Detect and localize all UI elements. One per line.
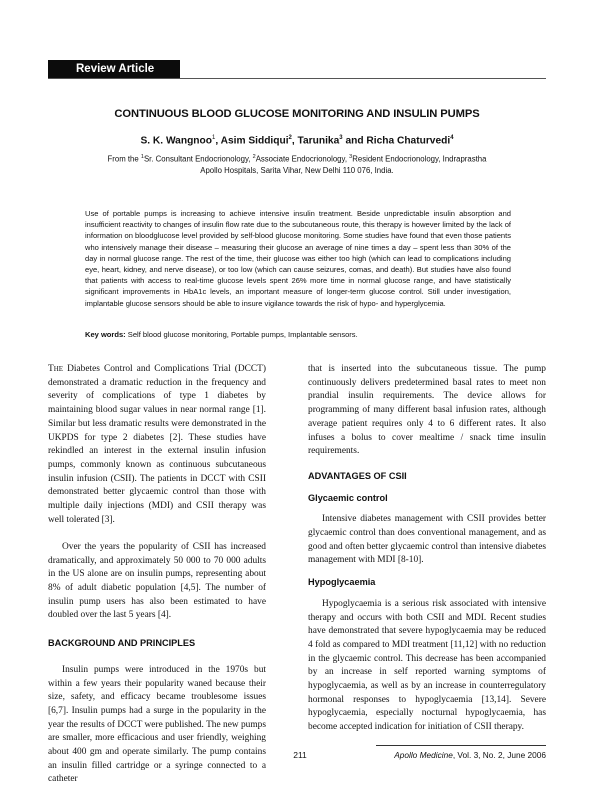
body-paragraph: that is inserted into the subcutaneous tissue. The pump continuously delivers predetermined basal rates to meet non prandial insulin requirements. The device allows for programming of many different basal infusion rates, although average patient requires only 4 to 6 different rates. It also infuses a bolus to cover mealtime / snack time insulin requirements. xyxy=(308,364,546,457)
abstract: Use of portable pumps is increasing to achieve intensive insulin treatment. Beside unpredictable insulin absorption and insufficient reactivity to changes of insulin flow rate due to the subcutaneous route, this therapy is however limited by the lack of information on bloodglucose level provided by self-blood glucose monitoring. Some studies have found that even those patients who intensively manage their disease – measuring their glucose an average of nine times a day – spent less than 30% of the day in normal glucose range. The rest of the time, their glucose was either too high (which can lead to complications including eye, heart, kidney, and nerve disease), or too low (which can cause seizures, comas, and death). But studies have also found that patients with access to real-time glucose levels spent 26% more time in normal glucose range, and have statistically significant improvements in HbA1c levels, an important measure of longer-term glucose control. Still under investigation, implantable glucose sensors should be able to insure vigilance towards the risk of hypo- and hyperglycemia. xyxy=(85,209,511,308)
affiliation-prefix: From the xyxy=(107,154,141,164)
subsection-heading: Hypoglycaemia xyxy=(308,577,376,588)
author-marker: 1 xyxy=(211,135,216,141)
article-type-banner xyxy=(48,60,180,78)
body-paragraph: Intensive diabetes management with CSII provides better glycaemic control than does conventional management, and as good and often better glycaemic control than intensive diabetes management with MDI [8-10]. xyxy=(308,514,546,566)
author-separator: , xyxy=(215,135,221,147)
affiliation-line-1 xyxy=(48,152,546,165)
affiliation-text: Associate Endocrionology, xyxy=(255,154,350,164)
author-name: Asim Siddiqui xyxy=(220,135,289,147)
body-column-left xyxy=(48,363,266,787)
body-column-right xyxy=(308,363,546,735)
author-marker: 4 xyxy=(450,135,454,141)
paragraph-text: Diabetes Control and Complications Trial (DCCT) demonstrated a dramatic reduction in the frequency and severity of complications of type 1 diabetes by maintaining blood sugar values in near normal range [1]. Similar but less dramatic results were demonstrated in the UKPDS for type 2 diabetes [2]. These studies have rekindled an interest in the external insulin infusion pumps, commonly known as continuous subcutaneous insulin infusion (CSII). The patients in DCCT with CSII demonstrated better glycaemic control than those with multiple daily injections (MDI) and CSII therapy was well tolerated [3]. xyxy=(48,364,266,525)
keywords-label: Key words: xyxy=(85,330,128,339)
subsection-heading: Glycaemic control xyxy=(308,492,388,503)
affiliation-text: Resident Endocrionology, Indraprastha xyxy=(352,154,487,164)
body-paragraph: Hypoglycaemia is a serious risk associated with intensive therapy and occurs with both CSII and MDI. Recent studies have demonstrated that severe hypoglycaemia may be reduced 4 fold as compared to MDI treatment [11,12] with no reduction in the glycaemic control. This decrease has been accompanied by an increase in self reported warning symptoms of hypoglycaemia, as well as by an increase in counterregulatory hormonal responses to hypoglycaemia [13,14]. Severe hypoglycaemia, especially nocturnal hypoglycaemia, has become accepted indication for initiation of CSII therapy. xyxy=(308,598,546,733)
body-paragraph xyxy=(48,363,266,527)
author-list xyxy=(48,135,546,146)
author-separator: , xyxy=(291,135,298,147)
author-name: Richa Chaturvedi xyxy=(366,135,451,147)
affiliation-line-2: Apollo Hospitals, Sarita Vihar, New Delhi 110 076, India. xyxy=(200,166,394,176)
body-paragraph: Over the years the popularity of CSII has increased dramatically, and approximately 50 000 to 70 000 adults in the US alone are on insulin pumps, representing about 8% of adult diabetic population [4,5]. The number of insulin pump users has also been estimated to have doubled over the last 5 years [4]. xyxy=(48,541,266,621)
author-separator: and xyxy=(342,135,367,147)
affiliation xyxy=(48,152,546,177)
section-heading: BACKGROUND AND PRINCIPLES xyxy=(48,637,196,648)
article-type-label: Review Article xyxy=(76,63,155,75)
footer-rule xyxy=(376,745,546,746)
article-title: CONTINUOUS BLOOD GLUCOSE MONITORING AND INSULIN PUMPS xyxy=(114,108,480,120)
journal-citation xyxy=(394,750,546,760)
page-number: 211 xyxy=(293,750,307,760)
drop-lead: The xyxy=(48,364,64,374)
keywords-text: Self blood glucose monitoring, Portable pumps, Implantable sensors. xyxy=(127,330,358,339)
author-name: Tarunika xyxy=(297,135,340,147)
affiliation-text: Sr. Consultant Endocrionology, xyxy=(143,154,253,164)
affiliation-marker: 3 xyxy=(349,154,353,160)
affiliation-marker: 2 xyxy=(252,154,256,160)
body-paragraph: Insulin pumps were introduced in the 1970s but within a few years their popularity waned because their size, safety, and efficacy became troublesome issues [6,7]. Insulin pumps had a surge in the popularity in the year the results of DCCT were published. The new pumps are smaller, more efficacious and user friendly, weighing about 400 gm and operate similarly. The pump contains an insulin filled cartridge or a syringe connected to a catheter xyxy=(48,664,266,785)
author-marker: 2 xyxy=(288,135,292,141)
section-heading: ADVANTAGES OF CSII xyxy=(308,470,407,481)
journal-name: Apollo Medicine xyxy=(394,750,453,760)
header-rule xyxy=(48,78,546,79)
author-name: S. K. Wangnoo xyxy=(140,135,212,147)
affiliation-marker: 1 xyxy=(140,154,144,160)
keywords xyxy=(85,329,511,340)
author-marker: 3 xyxy=(339,135,343,141)
journal-issue: , Vol. 3, No. 2, June 2006 xyxy=(452,750,546,760)
